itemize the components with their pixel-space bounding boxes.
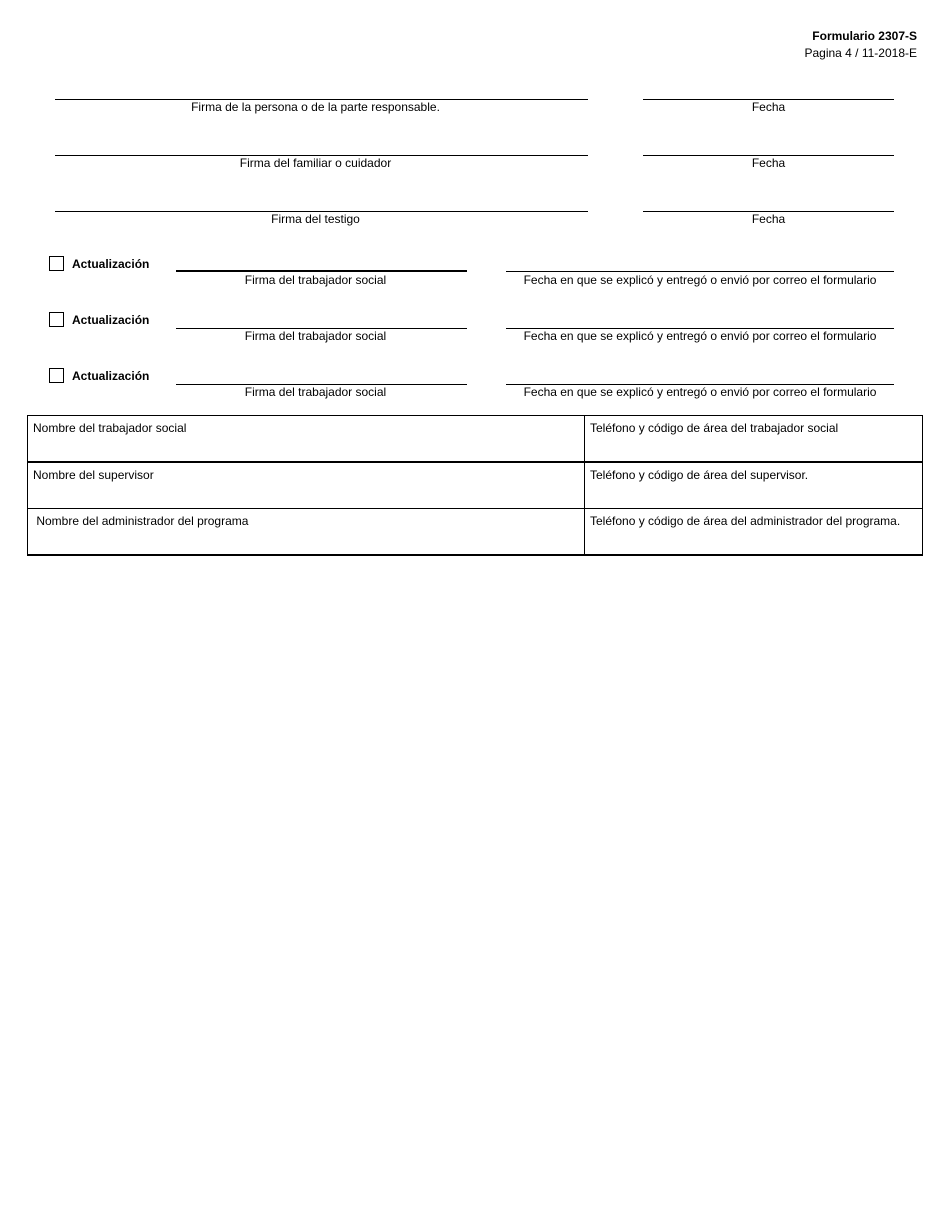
- supervisor-phone-label: Teléfono y código de área del supervisor.: [590, 468, 809, 482]
- explained-date-line-1[interactable]: [506, 271, 894, 272]
- update-checkbox-1[interactable]: [49, 256, 64, 271]
- update-checkbox-2[interactable]: [49, 312, 64, 327]
- witness-date-label: Fecha: [751, 212, 786, 226]
- update-label-2: Actualización: [72, 313, 150, 327]
- program-admin-name-label: Nombre del administrador del programa: [33, 514, 249, 528]
- explained-date-label-1: Fecha en que se explicó y entregó o envió por correo el formulario: [523, 273, 877, 287]
- contact-info-table: [27, 415, 923, 556]
- witness-signature-label: Firma del testigo: [271, 212, 360, 226]
- update-label-3: Actualización: [72, 369, 150, 383]
- supervisor-name-label: Nombre del supervisor: [33, 468, 154, 482]
- social-worker-signature-label-1: Firma del trabajador social: [244, 273, 387, 287]
- program-admin-phone-label: Teléfono y código de área del administrador del programa.: [590, 514, 901, 528]
- responsible-date-label: Fecha: [751, 100, 786, 114]
- supervisor-name-field[interactable]: [28, 462, 585, 509]
- social-worker-name-label: Nombre del trabajador social: [33, 421, 187, 435]
- social-worker-signature-line-1[interactable]: [176, 270, 467, 272]
- social-worker-name-field[interactable]: [28, 416, 585, 463]
- explained-date-label-2: Fecha en que se explicó y entregó o envió por correo el formulario: [523, 329, 877, 343]
- update-label-1: Actualización: [72, 257, 150, 271]
- social-worker-phone-field[interactable]: [585, 416, 923, 463]
- table-row: [28, 416, 923, 463]
- explained-date-label-3: Fecha en que se explicó y entregó o envió por correo el formulario: [523, 385, 877, 399]
- supervisor-phone-field[interactable]: [585, 462, 923, 509]
- update-checkbox-3[interactable]: [49, 368, 64, 383]
- form-number: Formulario 2307-S: [812, 29, 917, 43]
- caregiver-signature-label: Firma del familiar o cuidador: [239, 156, 392, 170]
- social-worker-signature-label-2: Firma del trabajador social: [244, 329, 387, 343]
- social-worker-signature-label-3: Firma del trabajador social: [244, 385, 387, 399]
- program-admin-name-field[interactable]: [28, 509, 585, 556]
- social-worker-phone-label: Teléfono y código de área del trabajador social: [590, 421, 839, 435]
- responsible-signature-label: Firma de la persona o de la parte responsable.: [191, 100, 440, 114]
- caregiver-date-label: Fecha: [751, 156, 786, 170]
- form-header: [804, 28, 917, 62]
- page-info: Pagina 4 / 11-2018-E: [804, 46, 917, 60]
- table-row: [28, 509, 923, 556]
- program-admin-phone-field[interactable]: [585, 509, 923, 556]
- table-row: [28, 462, 923, 509]
